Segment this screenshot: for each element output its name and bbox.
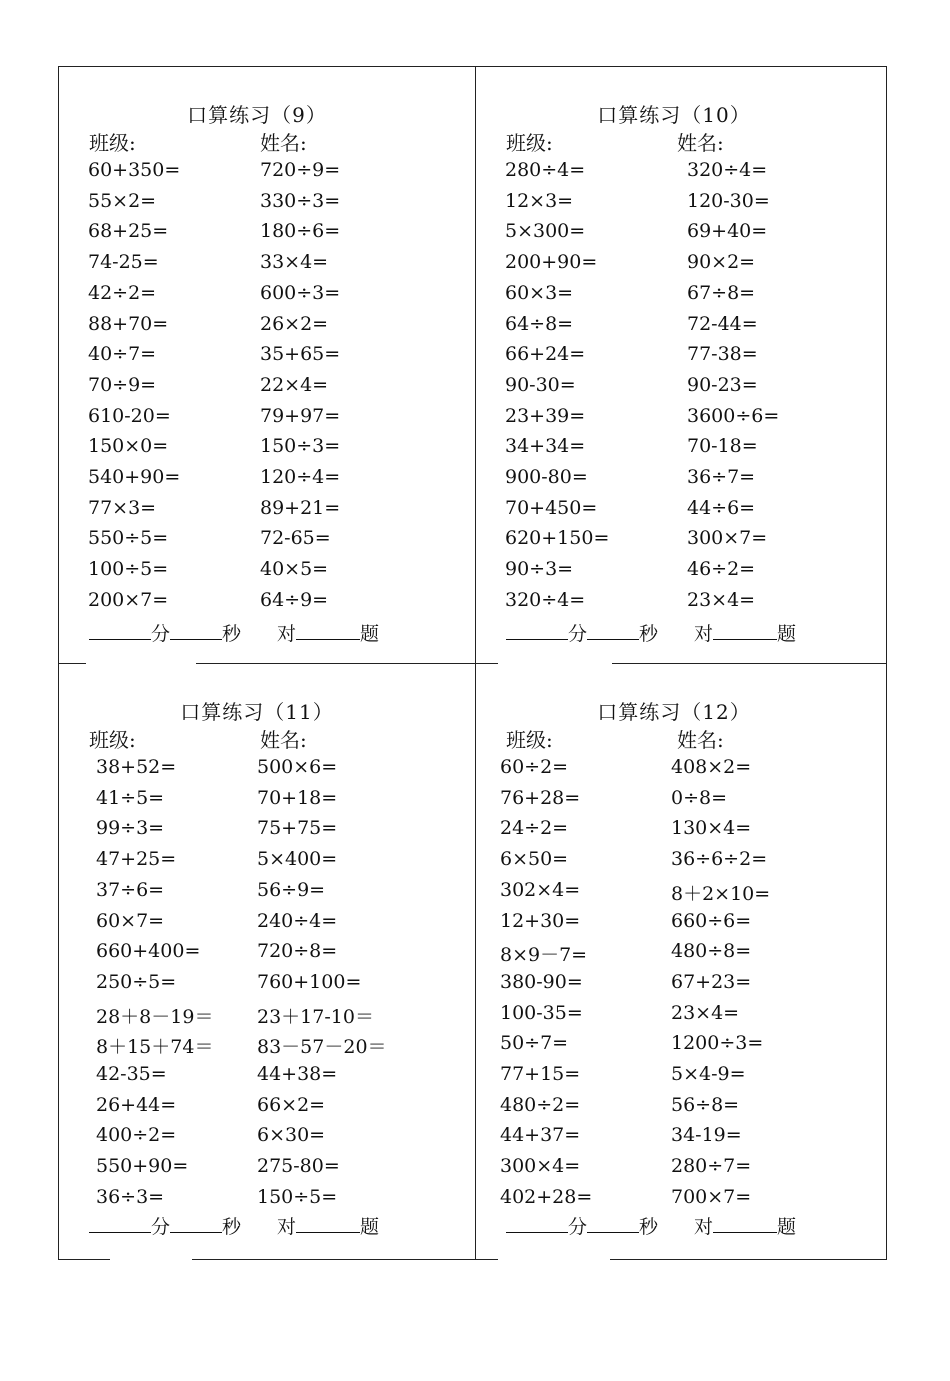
name-label: 姓名: [677, 131, 724, 155]
correct-label: 对 [694, 1216, 714, 1238]
sheet-title: 口算练习（10） [597, 103, 751, 127]
score-line [506, 1212, 796, 1239]
problem-item: 37÷6= [96, 878, 165, 901]
problem-item: 720÷9= [260, 159, 341, 181]
problem-item: 70+18= [257, 786, 338, 809]
problem-item: 610-20= [88, 404, 171, 427]
seconds-blank[interactable] [170, 1214, 222, 1233]
problem-item: 56÷9= [257, 878, 326, 901]
problem-item: 300×7= [687, 527, 768, 550]
score-line [89, 1212, 379, 1239]
problem-item: 69+40= [687, 220, 768, 243]
class-label: 班级: [89, 728, 136, 752]
problem-item: 67÷8= [687, 281, 756, 304]
problem-item: 35+65= [260, 343, 341, 366]
problem-item: 320÷4= [687, 159, 768, 181]
problem-item: 8＋15＋74＝ [96, 1036, 214, 1059]
problem-item: 89+21= [260, 496, 341, 519]
class-label: 班级: [506, 131, 553, 155]
problem-item: 50÷7= [500, 1032, 569, 1055]
problem-item: 300×4= [500, 1155, 581, 1178]
problem-item: 6×50= [500, 848, 569, 871]
problem-item: 64÷8= [505, 312, 574, 335]
problem-item: 280÷4= [505, 159, 586, 181]
score-line [506, 619, 796, 646]
problem-item: 720÷8= [257, 940, 338, 963]
problem-item: 402+28= [500, 1185, 593, 1208]
problem-item: 22×4= [260, 373, 329, 396]
minutes-blank[interactable] [89, 621, 151, 640]
problem-item: 620+150= [505, 527, 610, 550]
problem-item: 60×7= [96, 909, 165, 932]
problem-item: 0÷8= [671, 786, 728, 809]
questions-label: 题 [777, 623, 797, 645]
problem-item: 6×30= [257, 1124, 326, 1147]
problem-item: 408×2= [671, 756, 752, 778]
problem-item: 12×3= [505, 189, 574, 212]
minutes-label: 分 [151, 623, 171, 645]
problem-item: 12+30= [500, 909, 581, 932]
problem-item: 275-80= [257, 1155, 340, 1178]
problem-item: 23+39= [505, 404, 586, 427]
seconds-label: 秒 [639, 623, 659, 645]
problem-item: 68+25= [88, 220, 169, 243]
problem-item: 36÷3= [96, 1185, 165, 1208]
problem-item: 1200÷3= [671, 1032, 764, 1055]
problem-item: 38+52= [96, 756, 177, 778]
problem-item: 100÷5= [88, 558, 169, 581]
problem-item: 64÷9= [260, 588, 329, 611]
problem-item: 23×4= [671, 1001, 740, 1024]
problem-item: 44÷6= [687, 496, 756, 519]
problem-item: 200×7= [88, 588, 169, 611]
problem-item: 66+24= [505, 343, 586, 366]
questions-label: 题 [360, 1216, 380, 1238]
problem-item: 120-30= [687, 189, 770, 212]
problem-item: 23＋17-10＝ [257, 1005, 374, 1028]
problem-item: 150÷5= [257, 1185, 338, 1208]
problem-item: 250÷5= [96, 970, 177, 993]
problem-item: 26+44= [96, 1093, 177, 1116]
problem-item: 28＋8－19＝ [96, 1005, 214, 1028]
practice-sheet-12 [476, 664, 892, 1261]
practice-sheet-10 [476, 67, 892, 664]
problem-item: 550÷5= [88, 527, 169, 550]
problem-item: 5×4-9= [671, 1063, 746, 1085]
problem-item: 42÷2= [88, 281, 157, 304]
correct-label: 对 [694, 623, 714, 645]
problem-item: 34-19= [671, 1124, 742, 1147]
correct-label: 对 [277, 623, 297, 645]
problem-item: 40÷7= [88, 343, 157, 366]
name-label: 姓名: [260, 728, 307, 752]
correct-blank[interactable] [296, 1214, 360, 1233]
minutes-label: 分 [151, 1216, 171, 1238]
problem-item: 8＋2×10= [671, 882, 771, 905]
problem-item: 330÷3= [260, 189, 341, 212]
problem-item: 480÷2= [500, 1093, 581, 1116]
problem-item: 40×5= [260, 558, 329, 581]
seconds-label: 秒 [222, 1216, 242, 1238]
problem-item: 200+90= [505, 251, 598, 274]
problem-item: 26×2= [260, 312, 329, 335]
problem-item: 23×4= [687, 588, 756, 611]
problem-item: 70+450= [505, 496, 598, 519]
problem-item: 320÷4= [505, 588, 586, 611]
problem-item: 180÷6= [260, 220, 341, 243]
problem-item: 66×2= [257, 1093, 326, 1116]
problem-item: 36÷7= [687, 466, 756, 488]
problem-item: 77×3= [88, 496, 157, 519]
problem-item: 46÷2= [687, 558, 756, 581]
problem-item: 90÷3= [505, 558, 574, 581]
questions-label: 题 [360, 623, 380, 645]
problem-item: 33×4= [260, 251, 329, 274]
seconds-blank[interactable] [587, 1214, 639, 1233]
problem-item: 550+90= [96, 1155, 189, 1178]
problem-item: 540+90= [88, 466, 181, 488]
problem-item: 70-18= [687, 435, 758, 458]
practice-sheet-9 [59, 67, 475, 664]
sheet-title: 口算练习（12） [597, 700, 751, 724]
class-label: 班级: [89, 131, 136, 155]
problem-item: 83－57－20＝ [257, 1036, 387, 1059]
problem-item: 660+400= [96, 940, 201, 963]
problem-item: 480÷8= [671, 940, 752, 963]
problem-item: 60÷2= [500, 756, 569, 778]
correct-blank[interactable] [713, 621, 777, 640]
problem-item: 60+350= [88, 159, 181, 181]
problem-item: 760+100= [257, 970, 362, 993]
problem-item: 55×2= [88, 189, 157, 212]
correct-blank[interactable] [296, 621, 360, 640]
class-label: 班级: [506, 728, 553, 752]
problem-item: 36÷6÷2= [671, 848, 768, 871]
name-label: 姓名: [677, 728, 724, 752]
problem-item: 72-44= [687, 312, 758, 335]
problem-item: 130×4= [671, 817, 752, 840]
problem-item: 70÷9= [88, 373, 157, 396]
problem-item: 90×2= [687, 251, 756, 274]
problem-item: 75+75= [257, 817, 338, 840]
problem-item: 90-30= [505, 373, 576, 396]
problem-item: 24÷2= [500, 817, 569, 840]
seconds-blank[interactable] [587, 621, 639, 640]
minutes-label: 分 [568, 623, 588, 645]
practice-sheet-11 [59, 664, 475, 1261]
problem-item: 150÷3= [260, 435, 341, 458]
problem-item: 400÷2= [96, 1124, 177, 1147]
problem-item: 100-35= [500, 1001, 583, 1024]
problem-item: 150×0= [88, 435, 169, 458]
problem-item: 34+34= [505, 435, 586, 458]
problem-item: 99÷3= [96, 817, 165, 840]
problem-item: 76+28= [500, 786, 581, 809]
problem-item: 74-25= [88, 251, 159, 274]
sheet-title: 口算练习（11） [180, 700, 334, 724]
problem-item: 41÷5= [96, 786, 165, 809]
problem-item: 56÷8= [671, 1093, 740, 1116]
problem-item: 600÷3= [260, 281, 341, 304]
correct-label: 对 [277, 1216, 297, 1238]
problem-item: 42-35= [96, 1063, 167, 1085]
seconds-label: 秒 [639, 1216, 659, 1238]
problem-item: 88+70= [88, 312, 169, 335]
problem-item: 47+25= [96, 848, 177, 871]
seconds-label: 秒 [222, 623, 242, 645]
problem-item: 44+37= [500, 1124, 581, 1147]
problem-item: 67+23= [671, 970, 752, 993]
problem-item: 120÷4= [260, 466, 341, 488]
correct-blank[interactable] [713, 1214, 777, 1233]
seconds-blank[interactable] [170, 621, 222, 640]
problem-item: 302×4= [500, 878, 581, 901]
score-line [89, 619, 379, 646]
questions-label: 题 [777, 1216, 797, 1238]
problem-item: 44+38= [257, 1063, 338, 1085]
problem-item: 72-65= [260, 527, 331, 550]
problem-item: 660÷6= [671, 909, 752, 932]
problem-item: 90-23= [687, 373, 758, 396]
problem-item: 60×3= [505, 281, 574, 304]
sheet-title: 口算练习（9） [187, 103, 327, 127]
problem-item: 500×6= [257, 756, 338, 778]
problem-item: 280÷7= [671, 1155, 752, 1178]
problem-item: 79+97= [260, 404, 341, 427]
problem-item: 8×9－7= [500, 944, 588, 967]
minutes-blank[interactable] [506, 1214, 568, 1233]
minutes-blank[interactable] [506, 621, 568, 640]
minutes-blank[interactable] [89, 1214, 151, 1233]
problem-item: 380-90= [500, 970, 583, 993]
name-label: 姓名: [260, 131, 307, 155]
problem-item: 900-80= [505, 466, 588, 488]
problem-item: 5×400= [257, 848, 338, 871]
problem-item: 240÷4= [257, 909, 338, 932]
minutes-label: 分 [568, 1216, 588, 1238]
problem-item: 5×300= [505, 220, 586, 243]
problem-item: 77-38= [687, 343, 758, 366]
problem-item: 77+15= [500, 1063, 581, 1085]
problem-item: 700×7= [671, 1185, 752, 1208]
problem-item: 3600÷6= [687, 404, 780, 427]
